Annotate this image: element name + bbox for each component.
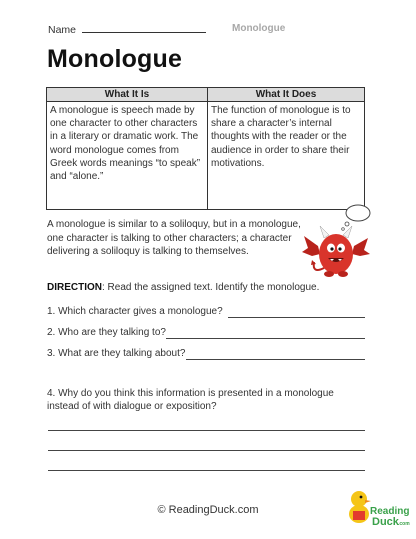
table-cell-function: The function of monologue is to share a character’s internal thoughts with the reader or the audience in order to share their motivations.	[208, 102, 365, 210]
topic-label: Monologue	[232, 23, 286, 34]
answer-line-4b[interactable]	[48, 450, 365, 451]
table-header-what-it-is: What It Is	[47, 88, 208, 102]
direction-body: : Read the assigned text. Identify the monologue.	[102, 282, 320, 293]
answer-line-1[interactable]	[228, 317, 365, 318]
direction-label: DIRECTION	[47, 282, 102, 293]
explanation-paragraph: A monologue is similar to a soliloquy, but in a monologue, one character is talking to other characters; a character delivering a soliloquy is talking to themselves.	[47, 219, 301, 258]
question-2: 2. Who are they talking to?	[47, 327, 166, 338]
name-field-row	[48, 23, 286, 36]
logo-reading-text: Reading	[370, 506, 410, 517]
question-1: 1. Which character gives a monologue?	[47, 306, 223, 317]
answer-line-4a[interactable]	[48, 430, 365, 431]
answer-line-3[interactable]	[186, 359, 365, 360]
answer-line-4c[interactable]	[48, 470, 365, 471]
question-4: 4. Why do you think this information is presented in a monologue instead of with dialogue or exposition?	[47, 388, 334, 412]
logo-duck-text: Duck	[372, 516, 399, 528]
logo-com-text: .com	[398, 521, 410, 527]
definition-table	[46, 87, 365, 210]
question-3: 3. What are they talking about?	[47, 348, 186, 359]
devil-character-icon	[302, 202, 372, 280]
reading-duck-logo	[346, 478, 408, 532]
name-blank-line[interactable]	[82, 23, 206, 33]
table-cell-definition: A monologue is speech made by one character to other characters in a literary or dramatic work. The word monologue comes from Greek words meanings “to speak” and “alone.”	[47, 102, 208, 210]
name-label: Name	[48, 24, 77, 36]
table-header-what-it-does: What It Does	[208, 88, 365, 102]
page-title: Monologue	[47, 45, 183, 73]
footer-copyright: © ReadingDuck.com	[157, 504, 259, 516]
answer-line-2[interactable]	[166, 338, 365, 339]
direction-text	[47, 282, 319, 293]
